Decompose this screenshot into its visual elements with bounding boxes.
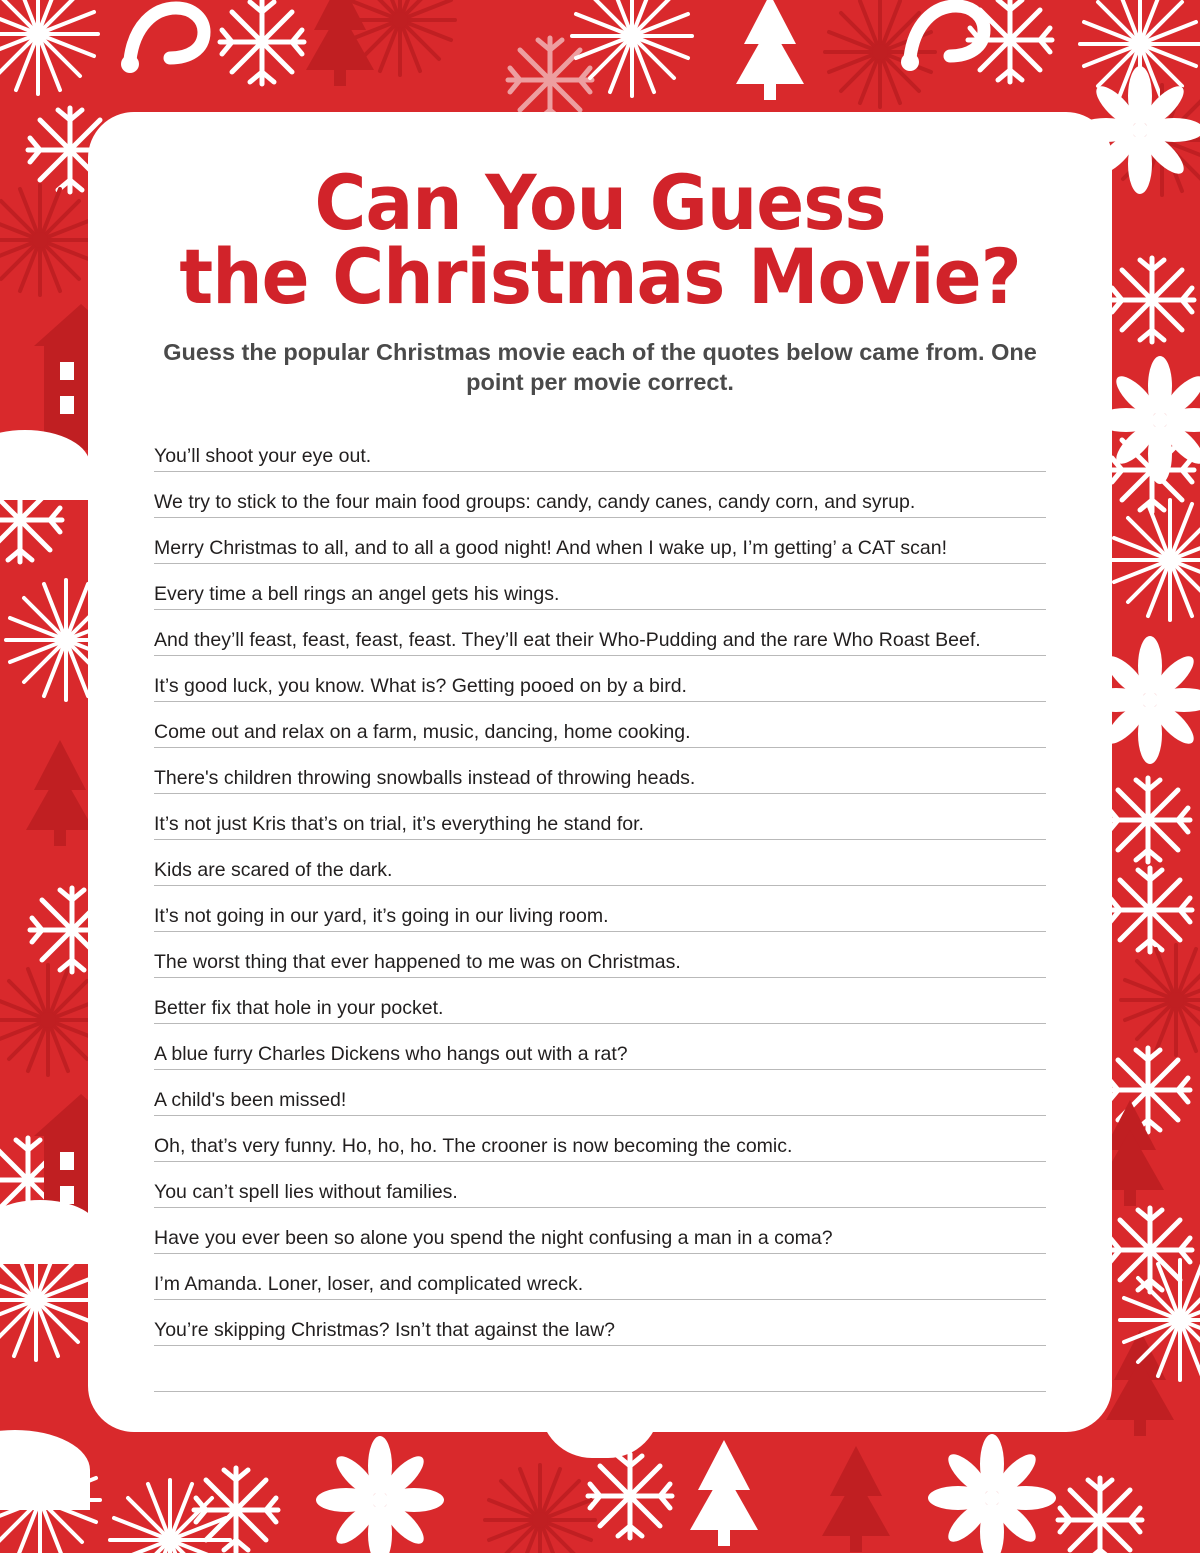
- quote-text: A blue furry Charles Dickens who hangs out with a rat?: [154, 1042, 628, 1065]
- worksheet-card: [88, 112, 1112, 1432]
- list-item[interactable]: [154, 472, 1046, 518]
- quote-text: It’s not going in our yard, it’s going in our living room.: [154, 904, 609, 927]
- page-title: [152, 158, 1049, 322]
- quote-text: You can’t spell lies without families.: [154, 1180, 458, 1203]
- page-title-line1: Can You Guess: [314, 158, 886, 247]
- snow-drift: [0, 430, 90, 500]
- quote-text: A child's been missed!: [154, 1088, 347, 1111]
- quote-text: It’s not just Kris that’s on trial, it’s everything he stand for.: [154, 812, 644, 835]
- list-item[interactable]: [154, 1300, 1046, 1346]
- page-subtitle: Guess the popular Christmas movie each of the quotes below came from. One point per movie correct.: [163, 338, 1037, 396]
- quote-text: Come out and relax on a farm, music, dancing, home cooking.: [154, 720, 691, 743]
- list-item[interactable]: [154, 426, 1046, 472]
- quote-text: There's children throwing snowballs instead of throwing heads.: [154, 766, 696, 789]
- list-item[interactable]: [154, 518, 1046, 564]
- quote-text: Kids are scared of the dark.: [154, 858, 393, 881]
- list-item[interactable]: [154, 1116, 1046, 1162]
- list-item[interactable]: [154, 1162, 1046, 1208]
- quote-text: Oh, that’s very funny. Ho, ho, ho. The crooner is now becoming the comic.: [154, 1134, 793, 1157]
- quote-text: The worst thing that ever happened to me was on Christmas.: [154, 950, 681, 973]
- quote-text: It’s good luck, you know. What is? Getting pooed on by a bird.: [154, 674, 687, 697]
- list-item[interactable]: [154, 1254, 1046, 1300]
- quote-text: I’m Amanda. Loner, loser, and complicated wreck.: [154, 1272, 584, 1295]
- list-item[interactable]: [154, 564, 1046, 610]
- page-title-line2: the Christmas Movie?: [179, 232, 1021, 322]
- quote-text: You’re skipping Christmas? Isn’t that against the law?: [154, 1318, 616, 1341]
- quote-text: Better fix that hole in your pocket.: [154, 996, 444, 1019]
- quote-list: [154, 426, 1046, 1392]
- list-item[interactable]: [154, 1208, 1046, 1254]
- quote-text: And they’ll feast, feast, feast, feast. They’ll eat their Who-Pudding and the rare Who Roast Beef.: [154, 628, 981, 651]
- list-item-blank[interactable]: [154, 1346, 1046, 1392]
- list-item[interactable]: [154, 1024, 1046, 1070]
- list-item[interactable]: [154, 610, 1046, 656]
- list-item[interactable]: [154, 978, 1046, 1024]
- list-item[interactable]: [154, 932, 1046, 978]
- list-item[interactable]: [154, 656, 1046, 702]
- quote-text: Every time a bell rings an angel gets his wings.: [154, 582, 560, 605]
- quote-text: You’ll shoot your eye out.: [154, 444, 372, 467]
- list-item[interactable]: [154, 886, 1046, 932]
- snow-drift: [0, 1200, 100, 1264]
- quote-text: Merry Christmas to all, and to all a good night! And when I wake up, I’m getting’ a CAT scan!: [154, 536, 948, 559]
- snow-drift: [0, 1430, 90, 1510]
- list-item[interactable]: [154, 1070, 1046, 1116]
- list-item[interactable]: [154, 840, 1046, 886]
- quote-text: Have you ever been so alone you spend the night confusing a man in a coma?: [154, 1226, 833, 1249]
- quote-text: We try to stick to the four main food groups: candy, candy canes, candy corn, and syrup.: [154, 490, 916, 513]
- list-item[interactable]: [154, 794, 1046, 840]
- list-item[interactable]: [154, 702, 1046, 748]
- list-item[interactable]: [154, 748, 1046, 794]
